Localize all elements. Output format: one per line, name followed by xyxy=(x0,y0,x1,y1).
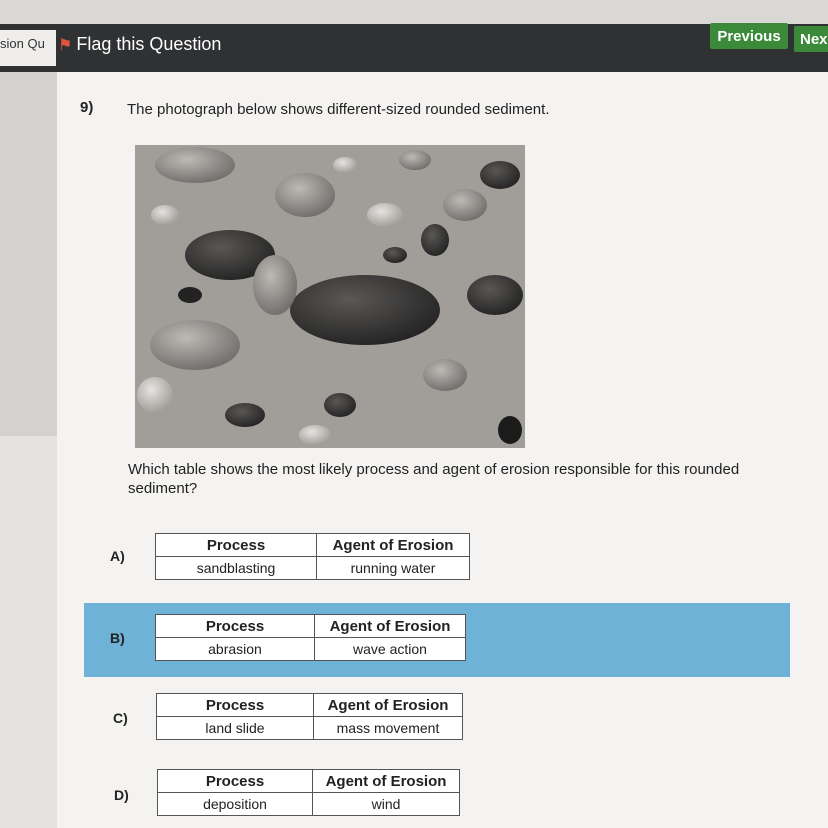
choice-c-letter[interactable]: C) xyxy=(113,710,128,726)
choice-b-letter[interactable]: B) xyxy=(110,630,125,646)
flag-question-button[interactable] xyxy=(58,34,221,55)
flag-label: Flag this Question xyxy=(76,34,222,54)
choice-c-header-agent: Agent of Erosion xyxy=(314,694,463,717)
sediment-photo-image xyxy=(135,145,525,448)
choice-c-agent: mass movement xyxy=(314,717,463,740)
side-tab-label[interactable]: sion Qu xyxy=(0,36,45,51)
choice-c-header-process: Process xyxy=(157,694,314,717)
choice-d-agent: wind xyxy=(313,793,460,816)
choice-a-table[interactable] xyxy=(155,533,470,580)
choice-b-header-process: Process xyxy=(156,615,315,638)
flag-icon: ⚑ xyxy=(58,36,73,54)
choice-b-header-agent: Agent of Erosion xyxy=(315,615,466,638)
choice-d-letter[interactable]: D) xyxy=(114,787,129,803)
choice-a-header-process: Process xyxy=(156,534,317,557)
choice-d-header-agent: Agent of Erosion xyxy=(313,770,460,793)
choice-d-header-process: Process xyxy=(158,770,313,793)
choice-a-header-agent: Agent of Erosion xyxy=(317,534,470,557)
choice-a-agent: running water xyxy=(317,557,470,580)
question-sidebar xyxy=(0,72,57,436)
question-number: 9) xyxy=(80,99,94,116)
choice-b-process: abrasion xyxy=(156,638,315,661)
next-button[interactable]: Nex xyxy=(794,26,828,52)
window-top-strip xyxy=(0,0,828,26)
choice-a-process: sandblasting xyxy=(156,557,317,580)
choice-d-process: deposition xyxy=(158,793,313,816)
choice-c-table[interactable] xyxy=(156,693,463,740)
previous-button[interactable]: Previous xyxy=(710,23,788,49)
choice-b-agent: wave action xyxy=(315,638,466,661)
question-text: The photograph below shows different-sized rounded sediment. xyxy=(127,101,550,118)
choice-c-process: land slide xyxy=(157,717,314,740)
choice-d-table[interactable] xyxy=(157,769,460,816)
question-prompt: Which table shows the most likely process and agent of erosion responsible for this rounded sediment? xyxy=(128,461,740,497)
choice-a-letter[interactable]: A) xyxy=(110,548,125,564)
sediment-photograph xyxy=(135,145,525,448)
choice-b-table[interactable] xyxy=(155,614,466,661)
